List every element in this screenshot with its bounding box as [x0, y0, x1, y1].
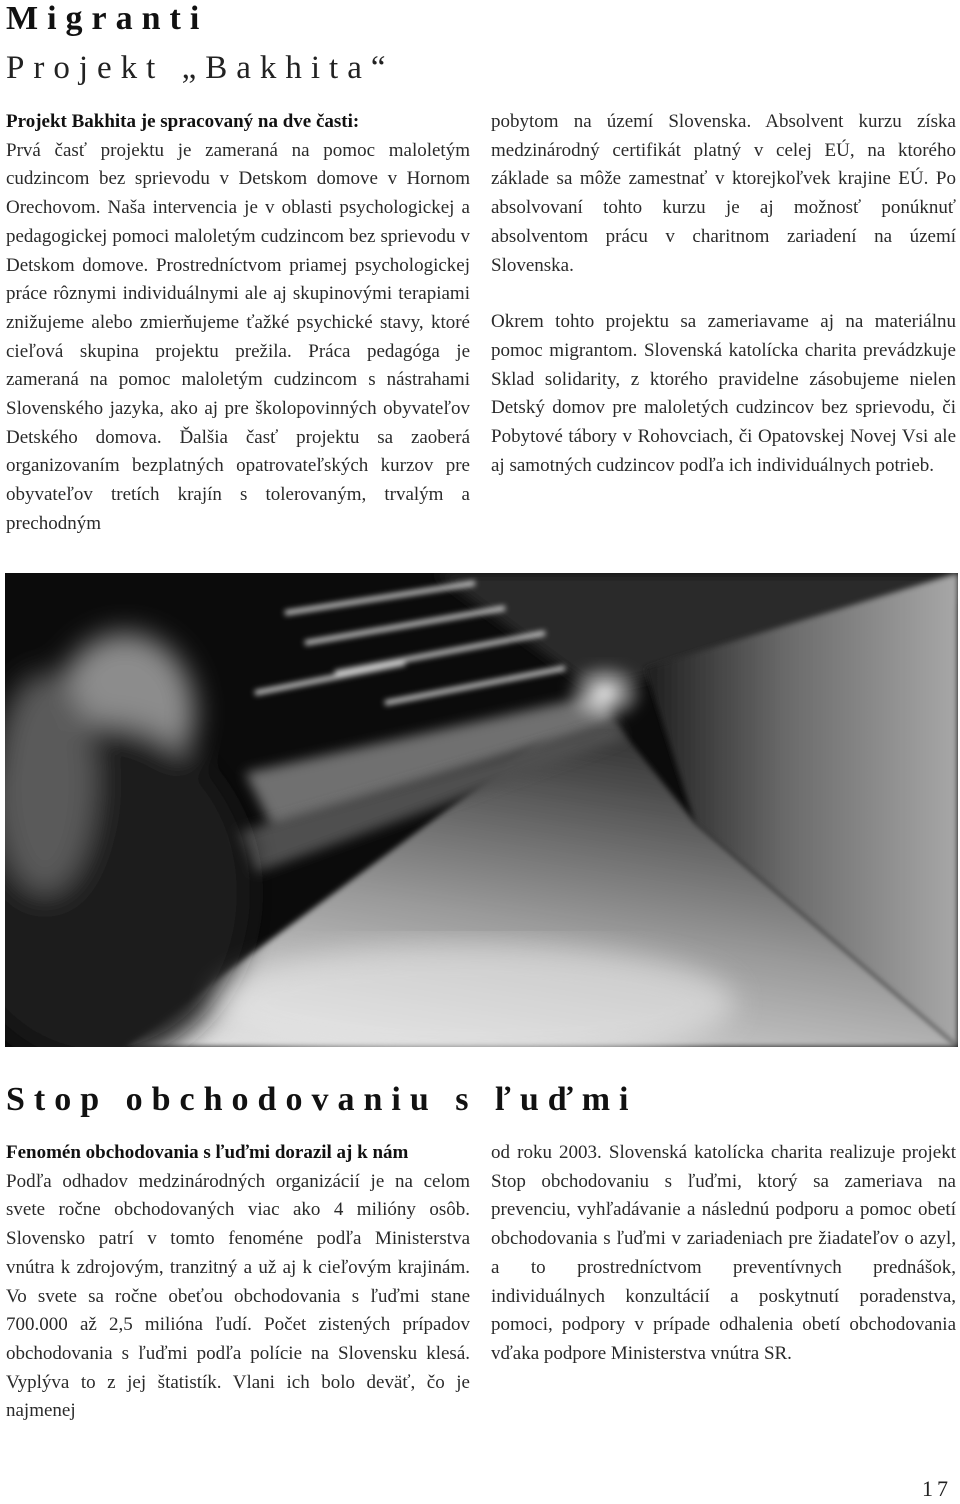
- section1-right-column: [491, 108, 956, 480]
- section-subtitle-bakhita: Projekt „Bakhita“: [6, 50, 395, 86]
- section2-right-text: od roku 2003. Slovenská katolícka charita realizuje projekt Stop obchodovaniu s ľuďmi, ktorý sa zameriava na prevenciu, vyhľadávanie a následnú podporu a pomoc obetí obchodovania s ľuďmi v zariadeniach pre žiadateľov o azyl, a to prostredníctvom preventívnych prednášok, individuálnych konzultácií a poskytnutí poradenstva, pomoci, podpory v prípade odhalenia obetí obchodovania vďaka podpore Ministerstva vnútra SR.: [491, 1142, 956, 1364]
- section1-lead: Projekt Bakhita je spracovaný na dve časti:: [6, 111, 360, 132]
- section2-left-column: [6, 1139, 470, 1426]
- section2-right-column: [491, 1139, 956, 1369]
- corridor-photo: [5, 573, 958, 1047]
- page-number: 17: [922, 1476, 952, 1501]
- section1-right-paragraph-2: Okrem tohto projektu sa zameriavame aj na materiálnu pomoc migrantom. Slovenská katolícka charita prevádzkuje Sklad solidarity, z ktorého pravidelne zásobujeme nielen Detský domov pre maloletých cudzincov bez sprievodu, či Pobytové tábory v Rohovciach, či Opatovskej Novej Vsi ale aj samotných cudzincov podľa ich individuálnych potrieb.: [491, 311, 956, 476]
- section1-right-paragraph-1: pobytom na území Slovenska. Absolvent kurzu získa medzinárodný certifikát platný v celej EÚ, na ktorého základe sa môže zamestnať v ktorejkoľvek krajine EÚ. Po absolvovaní tohto kurzu je aj možnosť ponúknuť absolventom prácu v charitnom zariadení na území Slovenska.: [491, 111, 956, 276]
- section1-left-text: Prvá časť projektu je zameraná na pomoc maloletým cudzincom bez sprievodu v Detskom domove v Hornom Orechovom. Naša intervencia je v oblasti psychologickej a pedagogickej pomoci maloletým cudzincom bez sprievodu v Detskom domove. Prostredníctvom priamej psychologickej práce rôznymi individuálnymi ale aj skupinovými terapiami znižujeme alebo zmierňujeme ťažké psychické stavy, ktoré cieľová skupina projektu prežila. Práca pedagóga je zameraná na pomoc maloletým cudzincom s nástrahami Slovenského jazyka, ako aj pre školopovinných obyvateľov Detského domova. Ďalšia časť projektu sa zaoberá organizovaním bezplatných opatrovateľských kurzov pre obyvateľov tretích krajín s tolerovaným, trvalým a prechodným: [6, 139, 470, 534]
- section2-lead: Fenomén obchodovania s ľuďmi dorazil aj k nám: [6, 1142, 409, 1163]
- section-title-migranti: Migranti: [6, 0, 209, 37]
- section2-left-text: Podľa odhadov medzinárodných organizácií je na celom svete ročne obchodovaných viac ako 4 milióny osôb. Slovensko patrí v tomto fenoméne podľa Ministerstva vnútra k zdrojovým, tranzitný a už aj k cieľovým krajinám. Vo svete sa ročne obeťou obchodovania s ľuďmi stane 700.000 až 2,5 milióna ľudí. Počet zistených prípadov obchodovania s ľuďmi podľa polície na Slovensku klesá. Vyplýva to z jej štatistík. Vlani ich bolo deväť, čo je najmenej: [6, 1170, 470, 1422]
- section-title-stop-trafficking: Stop obchodovaniu s ľuďmi: [6, 1081, 638, 1118]
- section1-left-column: [6, 108, 470, 539]
